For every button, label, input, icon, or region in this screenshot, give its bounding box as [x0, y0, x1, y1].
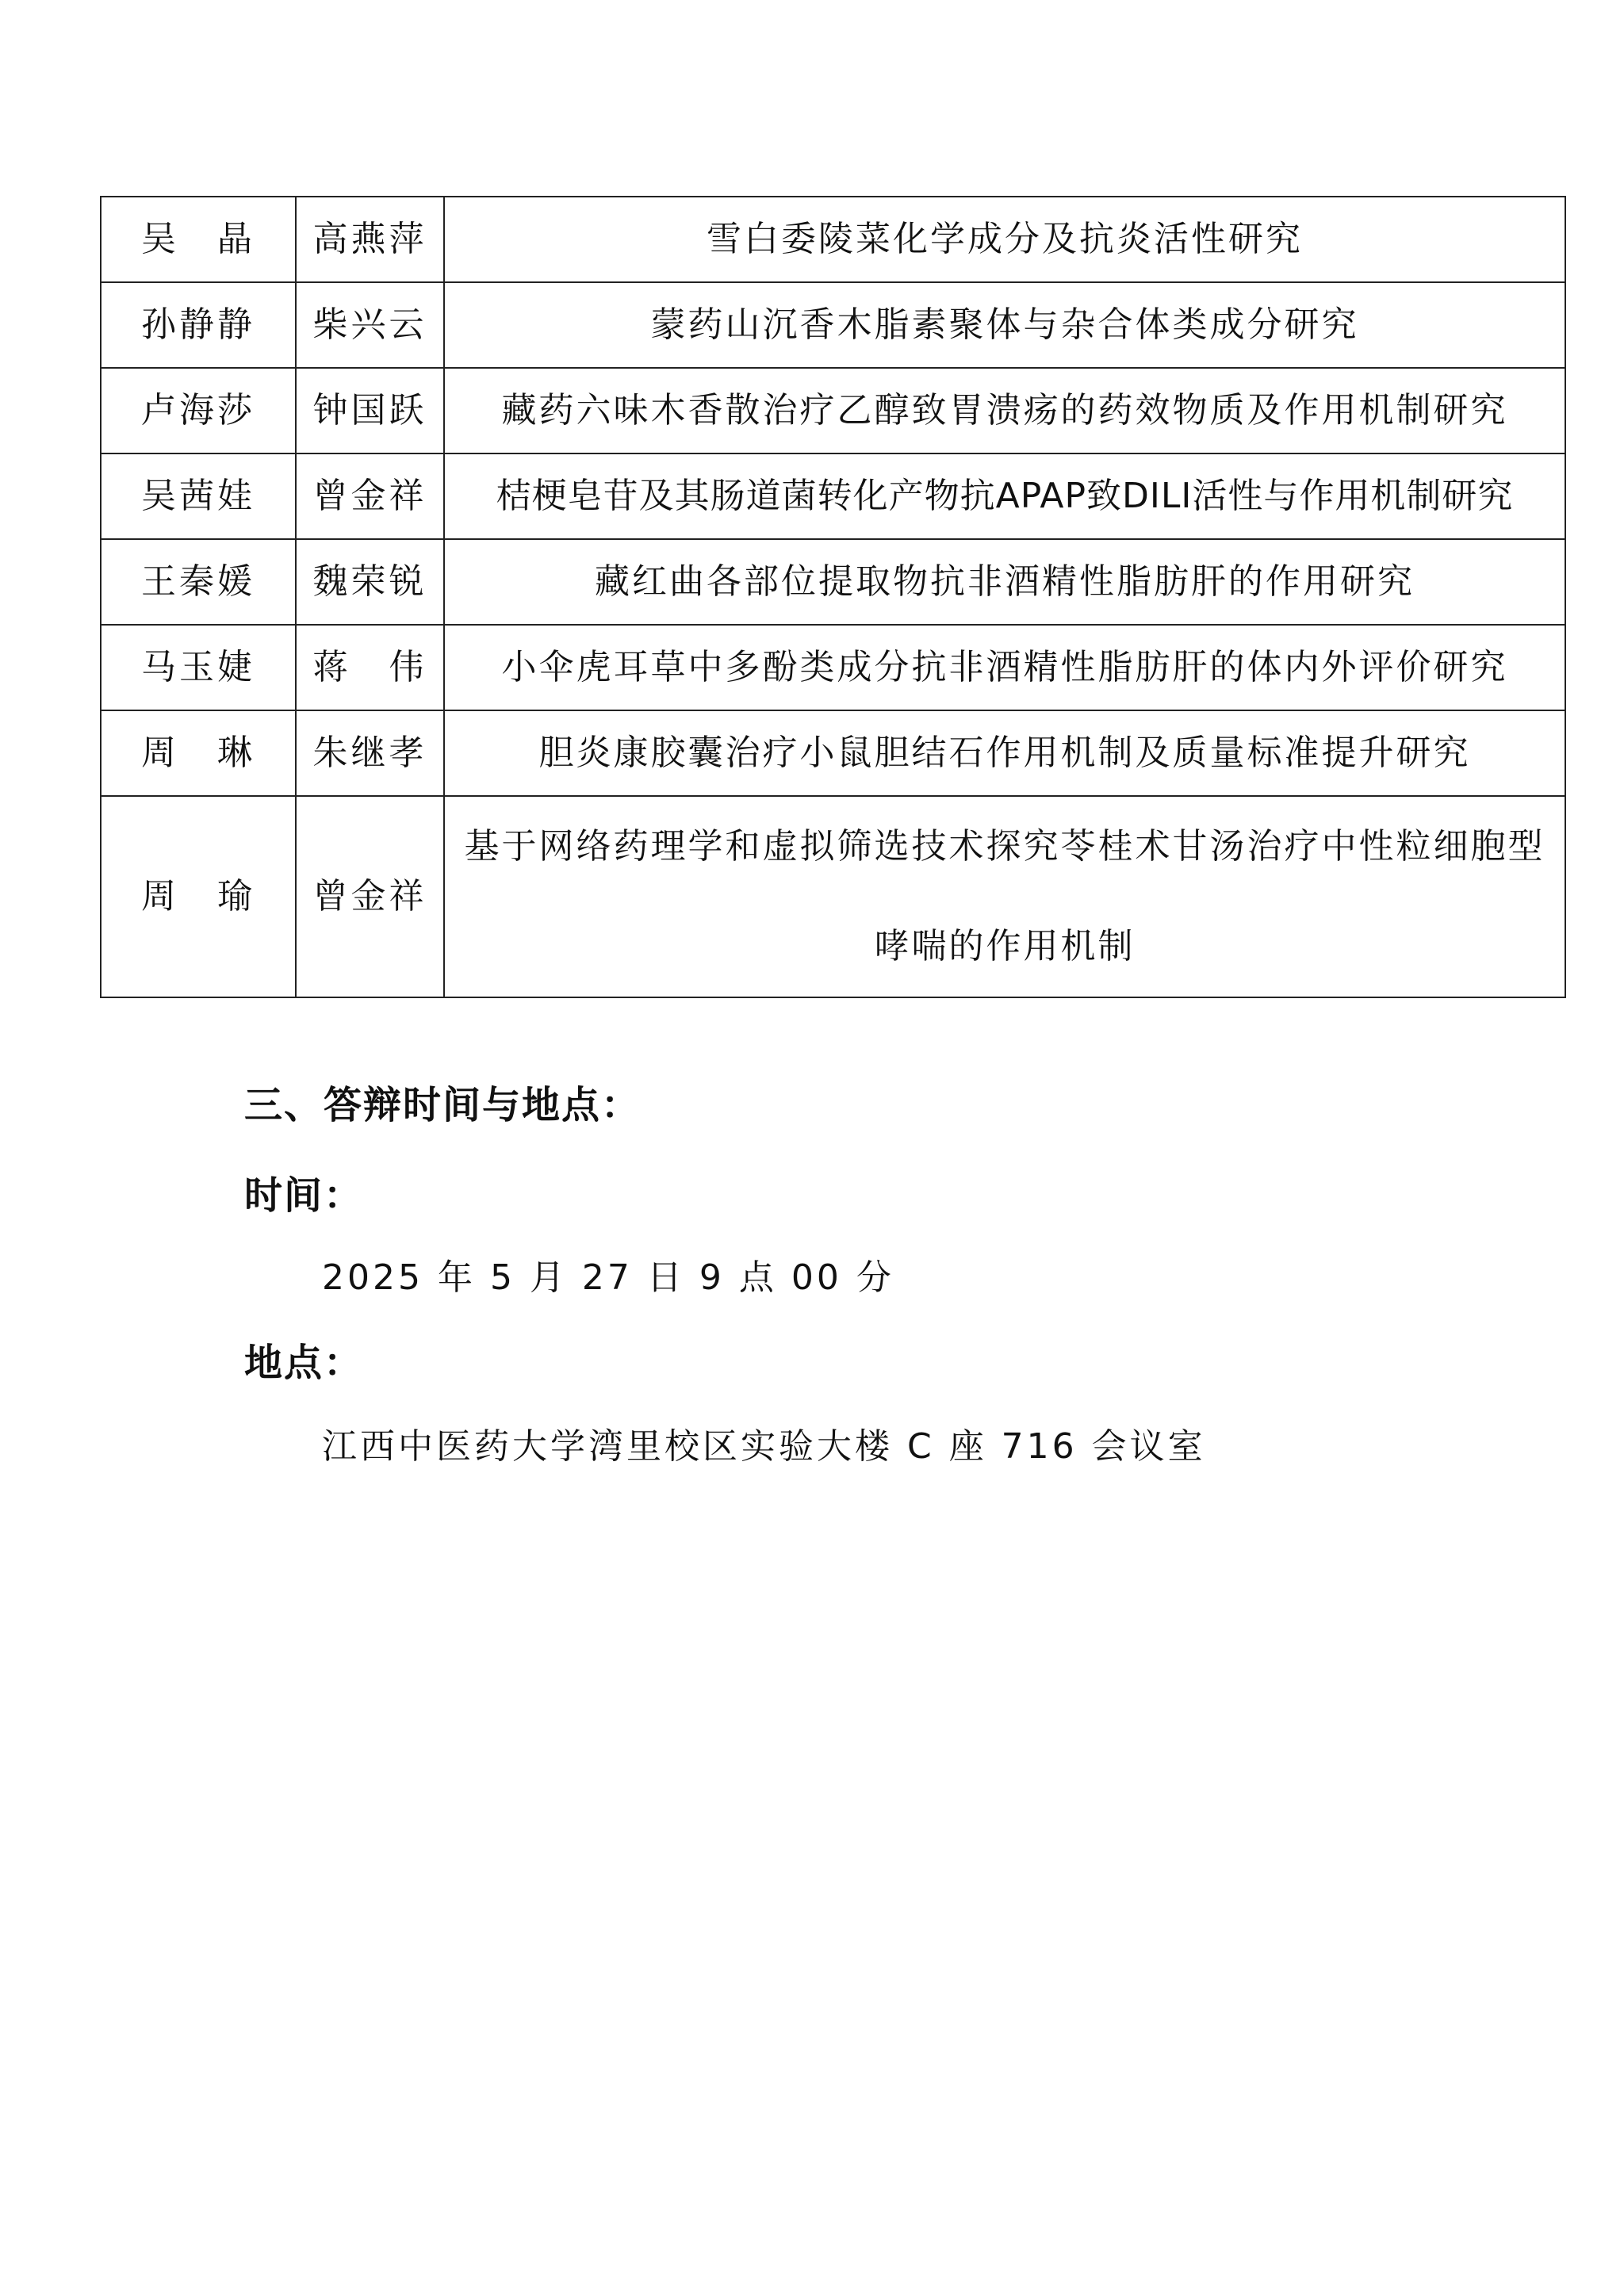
time-label: 时间： [244, 1173, 364, 1218]
student-name-cell: 王秦媛 [101, 539, 296, 625]
advisor-name-cell: 魏荣锐 [296, 539, 444, 625]
table-row [101, 710, 1565, 796]
table-row [101, 539, 1565, 625]
student-name-cell: 吴 晶 [101, 197, 296, 282]
table-row [101, 453, 1565, 539]
table-row [101, 796, 1565, 997]
advisor-name-cell: 朱继孝 [296, 710, 444, 796]
thesis-title-cell: 小伞虎耳草中多酚类成分抗非酒精性脂肪肝的体内外评价研究 [444, 625, 1565, 710]
thesis-title-cell: 雪白委陵菜化学成分及抗炎活性研究 [444, 197, 1565, 282]
advisor-name-cell: 高燕萍 [296, 197, 444, 282]
advisor-name-cell: 曾金祥 [296, 453, 444, 539]
defense-schedule-table [100, 196, 1566, 998]
advisor-name-cell: 柴兴云 [296, 282, 444, 368]
advisor-name-cell: 曾金祥 [296, 796, 444, 997]
thesis-title-cell: 基于网络药理学和虚拟筛选技术探究苓桂术甘汤治疗中性粒细胞型哮喘的作用机制 [444, 796, 1565, 997]
place-value: 江西中医药大学湾里校区实验大楼 C 座 716 会议室 [322, 1426, 1206, 1467]
table-row [101, 625, 1565, 710]
thesis-title-cell: 藏红曲各部位提取物抗非酒精性脂肪肝的作用研究 [444, 539, 1565, 625]
section-heading: 三、答辩时间与地点： [244, 1083, 642, 1127]
place-label: 地点： [244, 1341, 364, 1385]
thesis-title-cell: 胆炎康胶囊治疗小鼠胆结石作用机制及质量标准提升研究 [444, 710, 1565, 796]
student-name-cell: 吴茜娃 [101, 453, 296, 539]
table-row [101, 368, 1565, 453]
student-name-cell: 马玉婕 [101, 625, 296, 710]
thesis-title-cell: 桔梗皂苷及其肠道菌转化产物抗APAP致DILI活性与作用机制研究 [444, 453, 1565, 539]
thesis-title-cell: 藏药六味木香散治疗乙醇致胃溃疡的药效物质及作用机制研究 [444, 368, 1565, 453]
table-row [101, 197, 1565, 282]
advisor-name-cell: 蒋 伟 [296, 625, 444, 710]
time-value: 2025 年 5 月 27 日 9 点 00 分 [322, 1257, 894, 1298]
student-name-cell: 周 瑜 [101, 796, 296, 997]
table-row [101, 282, 1565, 368]
thesis-title-cell: 蒙药山沉香木脂素聚体与杂合体类成分研究 [444, 282, 1565, 368]
student-name-cell: 孙静静 [101, 282, 296, 368]
student-name-cell: 周 琳 [101, 710, 296, 796]
student-name-cell: 卢海莎 [101, 368, 296, 453]
advisor-name-cell: 钟国跃 [296, 368, 444, 453]
